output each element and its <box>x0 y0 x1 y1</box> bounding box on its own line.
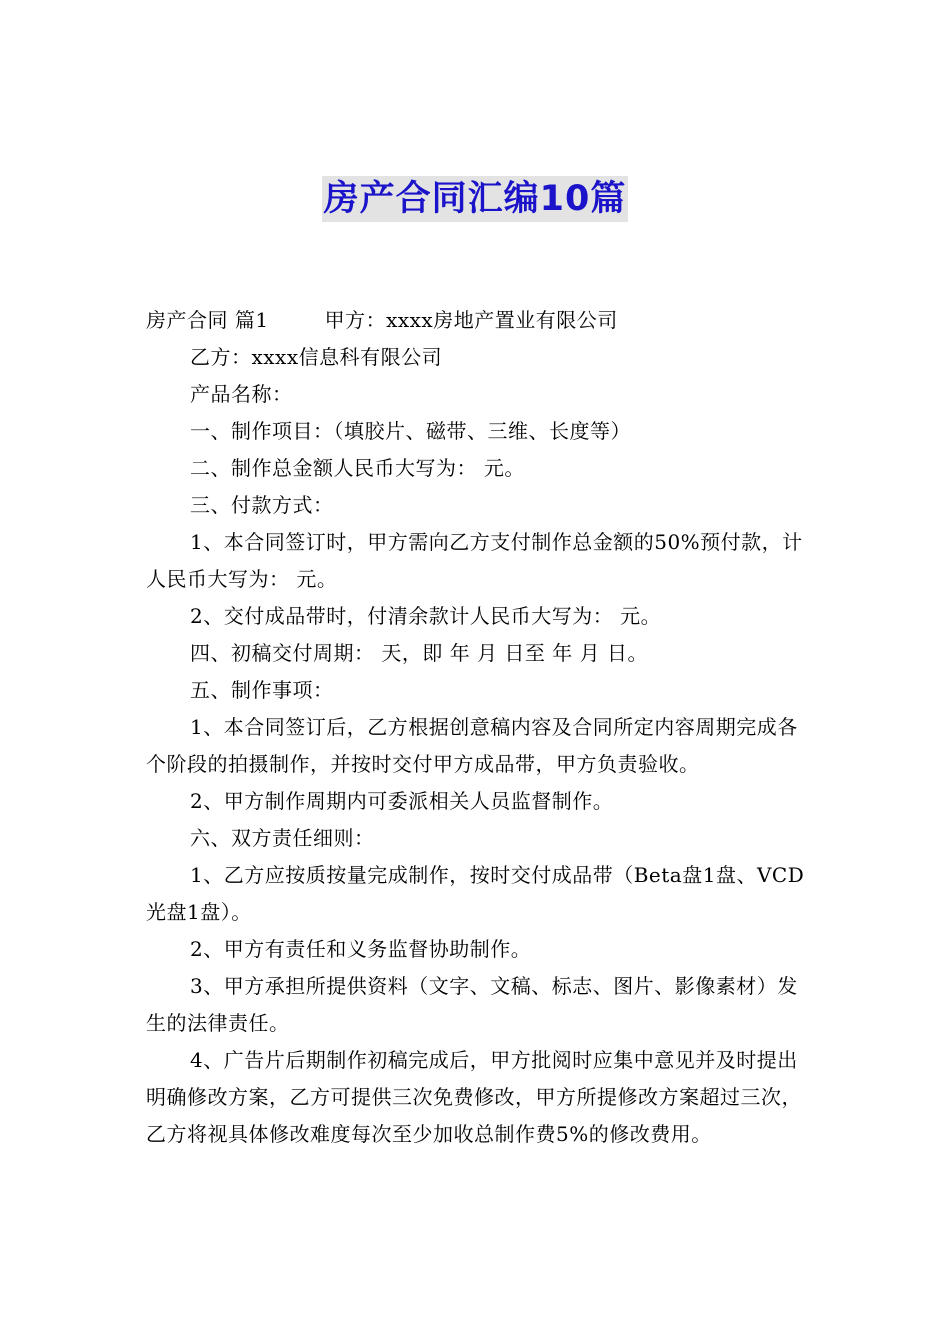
document-title: 房产合同汇编10篇 <box>322 176 629 222</box>
responsibility-clause-2: 2、甲方有责任和义务监督协助制作。 <box>190 937 532 961</box>
responsibility-clause-3: 3、甲方承担所提供资料（文字、文稿、标志、图片、影像素材）发生的法律责任。 <box>146 974 798 1035</box>
title-wrap <box>0 176 950 222</box>
payment-clause-1: 1、本合同签订时，甲方需向乙方支付制作总金额的50%预付款，计人民币大写为： 元。 <box>146 530 803 591</box>
party-b-line: 乙方：xxxx信息科有限公司 <box>190 345 443 369</box>
responsibility-clause-4: 4、广告片后期制作初稿完成后，甲方批阅时应集中意见并及时提出明确修改方案，乙方可提供三次免费修改，甲方所提修改方案超过三次，乙方将视具体修改难度每次至少加收总制作费5%的修改费用。 <box>146 1048 802 1146</box>
section-2-total-amount: 二、制作总金额人民币大写为： 元。 <box>190 456 525 480</box>
section-3-payment-method: 三、付款方式： <box>190 493 334 517</box>
party-a-line: 甲方：xxxx房地产置业有限公司 <box>324 308 618 332</box>
production-clause-1: 1、本合同签订后，乙方根据创意稿内容及合同所定内容周期完成各个阶段的拍摄制作，并按时交付甲方成品带，甲方负责验收。 <box>146 715 798 776</box>
product-name-line: 产品名称： <box>190 382 293 406</box>
document-body <box>146 302 810 1153</box>
production-clause-2: 2、甲方制作周期内可委派相关人员监督制作。 <box>190 789 614 813</box>
paragraph-first-line <box>146 302 810 339</box>
section-6-responsibilities: 六、双方责任细则： <box>190 826 375 850</box>
responsibility-clause-1: 1、乙方应按质按量完成制作，按时交付成品带（Beta盘1盘、VCD光盘1盘）。 <box>146 863 805 924</box>
section-5-production-matters: 五、制作事项： <box>190 678 334 702</box>
payment-clause-2: 2、交付成品带时，付清余款计人民币大写为： 元。 <box>190 604 662 628</box>
section-1-production-items: 一、制作项目：（填胶片、磁带、三维、长度等） <box>190 419 631 443</box>
section-4-draft-delivery-period: 四、初稿交付周期： 天，即 年 月 日至 年 月 日。 <box>190 641 649 665</box>
contract-heading-label: 房产合同 篇1 <box>146 308 269 332</box>
